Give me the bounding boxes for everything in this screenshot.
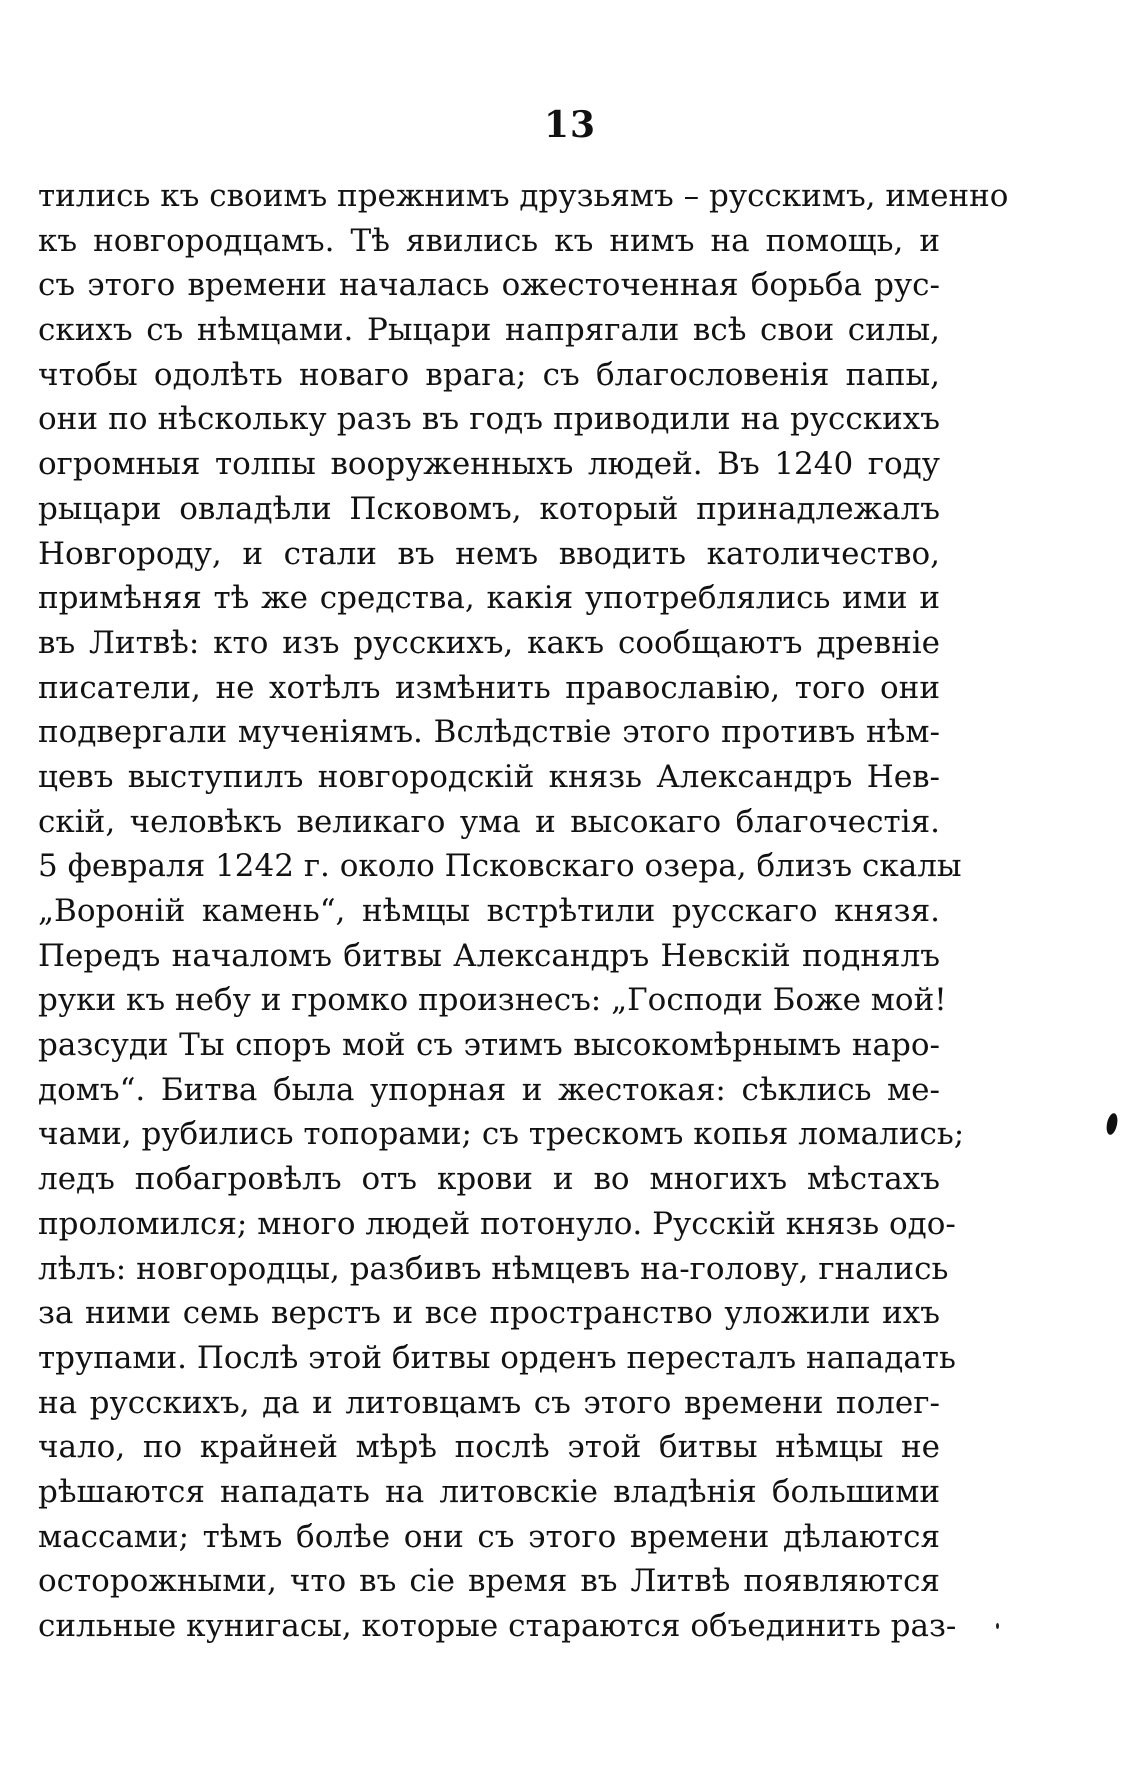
text-line: трупами. Послѣ этой битвы орденъ пересталъ нападать xyxy=(38,1339,956,1376)
text-line: скихъ съ нѣмцами. Рыцари напрягали всѣ свои силы, xyxy=(38,312,940,349)
text-line: ледъ побагровѣлъ отъ крови и во многихъ мѣстахъ xyxy=(38,1161,940,1198)
text-line: цевъ выступилъ новгородскій князь Александръ Нев- xyxy=(38,758,940,795)
text-line: домъ“. Битва была упорная и жестокая: сѣклись ме- xyxy=(38,1071,940,1108)
text-line: „Вороній камень“, нѣмцы встрѣтили русскаго князя. xyxy=(38,893,940,929)
text-line: они по нѣскольку разъ въ годъ приводили на русскихъ xyxy=(38,401,940,438)
text-line: подвергали мученіямъ. Вслѣдствіе этого противъ нѣм- xyxy=(38,714,940,751)
ink-speck xyxy=(996,1623,999,1629)
text-line: осторожными, что въ сіе время въ Литвѣ появляются xyxy=(38,1563,940,1600)
page-number: 13 xyxy=(543,104,597,146)
page-text xyxy=(38,174,1009,1649)
text-line: рѣшаются нападать на литовскіе владѣнія большими xyxy=(38,1473,940,1510)
text-line: лѣлъ: новгородцы, разбивъ нѣмцевъ на-голову, гнались xyxy=(38,1250,949,1287)
text-line: съ этого времени началась ожесточенная борьба рус- xyxy=(38,267,940,304)
text-line: руки къ небу и громко произнесъ: „Господи Боже мой! xyxy=(38,982,947,1019)
ink-smudge xyxy=(1105,1112,1119,1136)
text-line: рыцари овладѣли Псковомъ, который принадлежалъ xyxy=(38,490,940,527)
text-line: проломился; много людей потонуло. Русскій князь одо- xyxy=(38,1205,956,1242)
text-line: на русскихъ, да и литовцамъ съ этого времени полег- xyxy=(38,1384,940,1421)
text-line: въ Литвѣ: кто изъ русскихъ, какъ сообщаютъ древніе xyxy=(38,624,940,661)
text-line: за ними семь верстъ и все пространство уложили ихъ xyxy=(38,1295,940,1332)
text-line: Передъ началомъ битвы Александръ Невскій поднялъ xyxy=(38,937,940,974)
text-line: сильные кунигасы, которые стараются объединить раз- xyxy=(38,1608,957,1644)
text-line: тились къ своимъ прежнимъ друзьямъ – русскимъ, именно xyxy=(38,178,1009,214)
text-line: разсуди Ты споръ мой съ этимъ высокомѣрнымъ наро- xyxy=(38,1027,940,1064)
text-line: писатели, не хотѣлъ измѣнить православію, того они xyxy=(38,669,940,706)
text-line: чало, по крайней мѣрѣ послѣ этой битвы нѣмцы не xyxy=(38,1429,940,1466)
text-line: огромныя толпы вооруженныхъ людей. Въ 1240 году xyxy=(38,446,940,483)
text-line: чтобы одолѣть новаго врага; съ благословенія папы, xyxy=(38,356,940,393)
text-line: 5 февраля 1242 г. около Псковскаго озера, близъ скалы xyxy=(38,848,962,885)
text-line: Новгороду, и стали въ немъ вводить католичество, xyxy=(38,535,940,572)
text-line: скій, человѣкъ великаго ума и высокаго благочестія. xyxy=(38,803,940,840)
text-line: чами, рубились топорами; съ трескомъ копья ломались; xyxy=(38,1116,965,1153)
text-line: къ новгородцамъ. Тѣ явились къ нимъ на помощь, и xyxy=(38,222,940,259)
text-line: массами; тѣмъ болѣе они съ этого времени дѣлаются xyxy=(38,1518,940,1555)
text-line: примѣняя тѣ же средства, какія употреблялись ими и xyxy=(38,580,940,617)
